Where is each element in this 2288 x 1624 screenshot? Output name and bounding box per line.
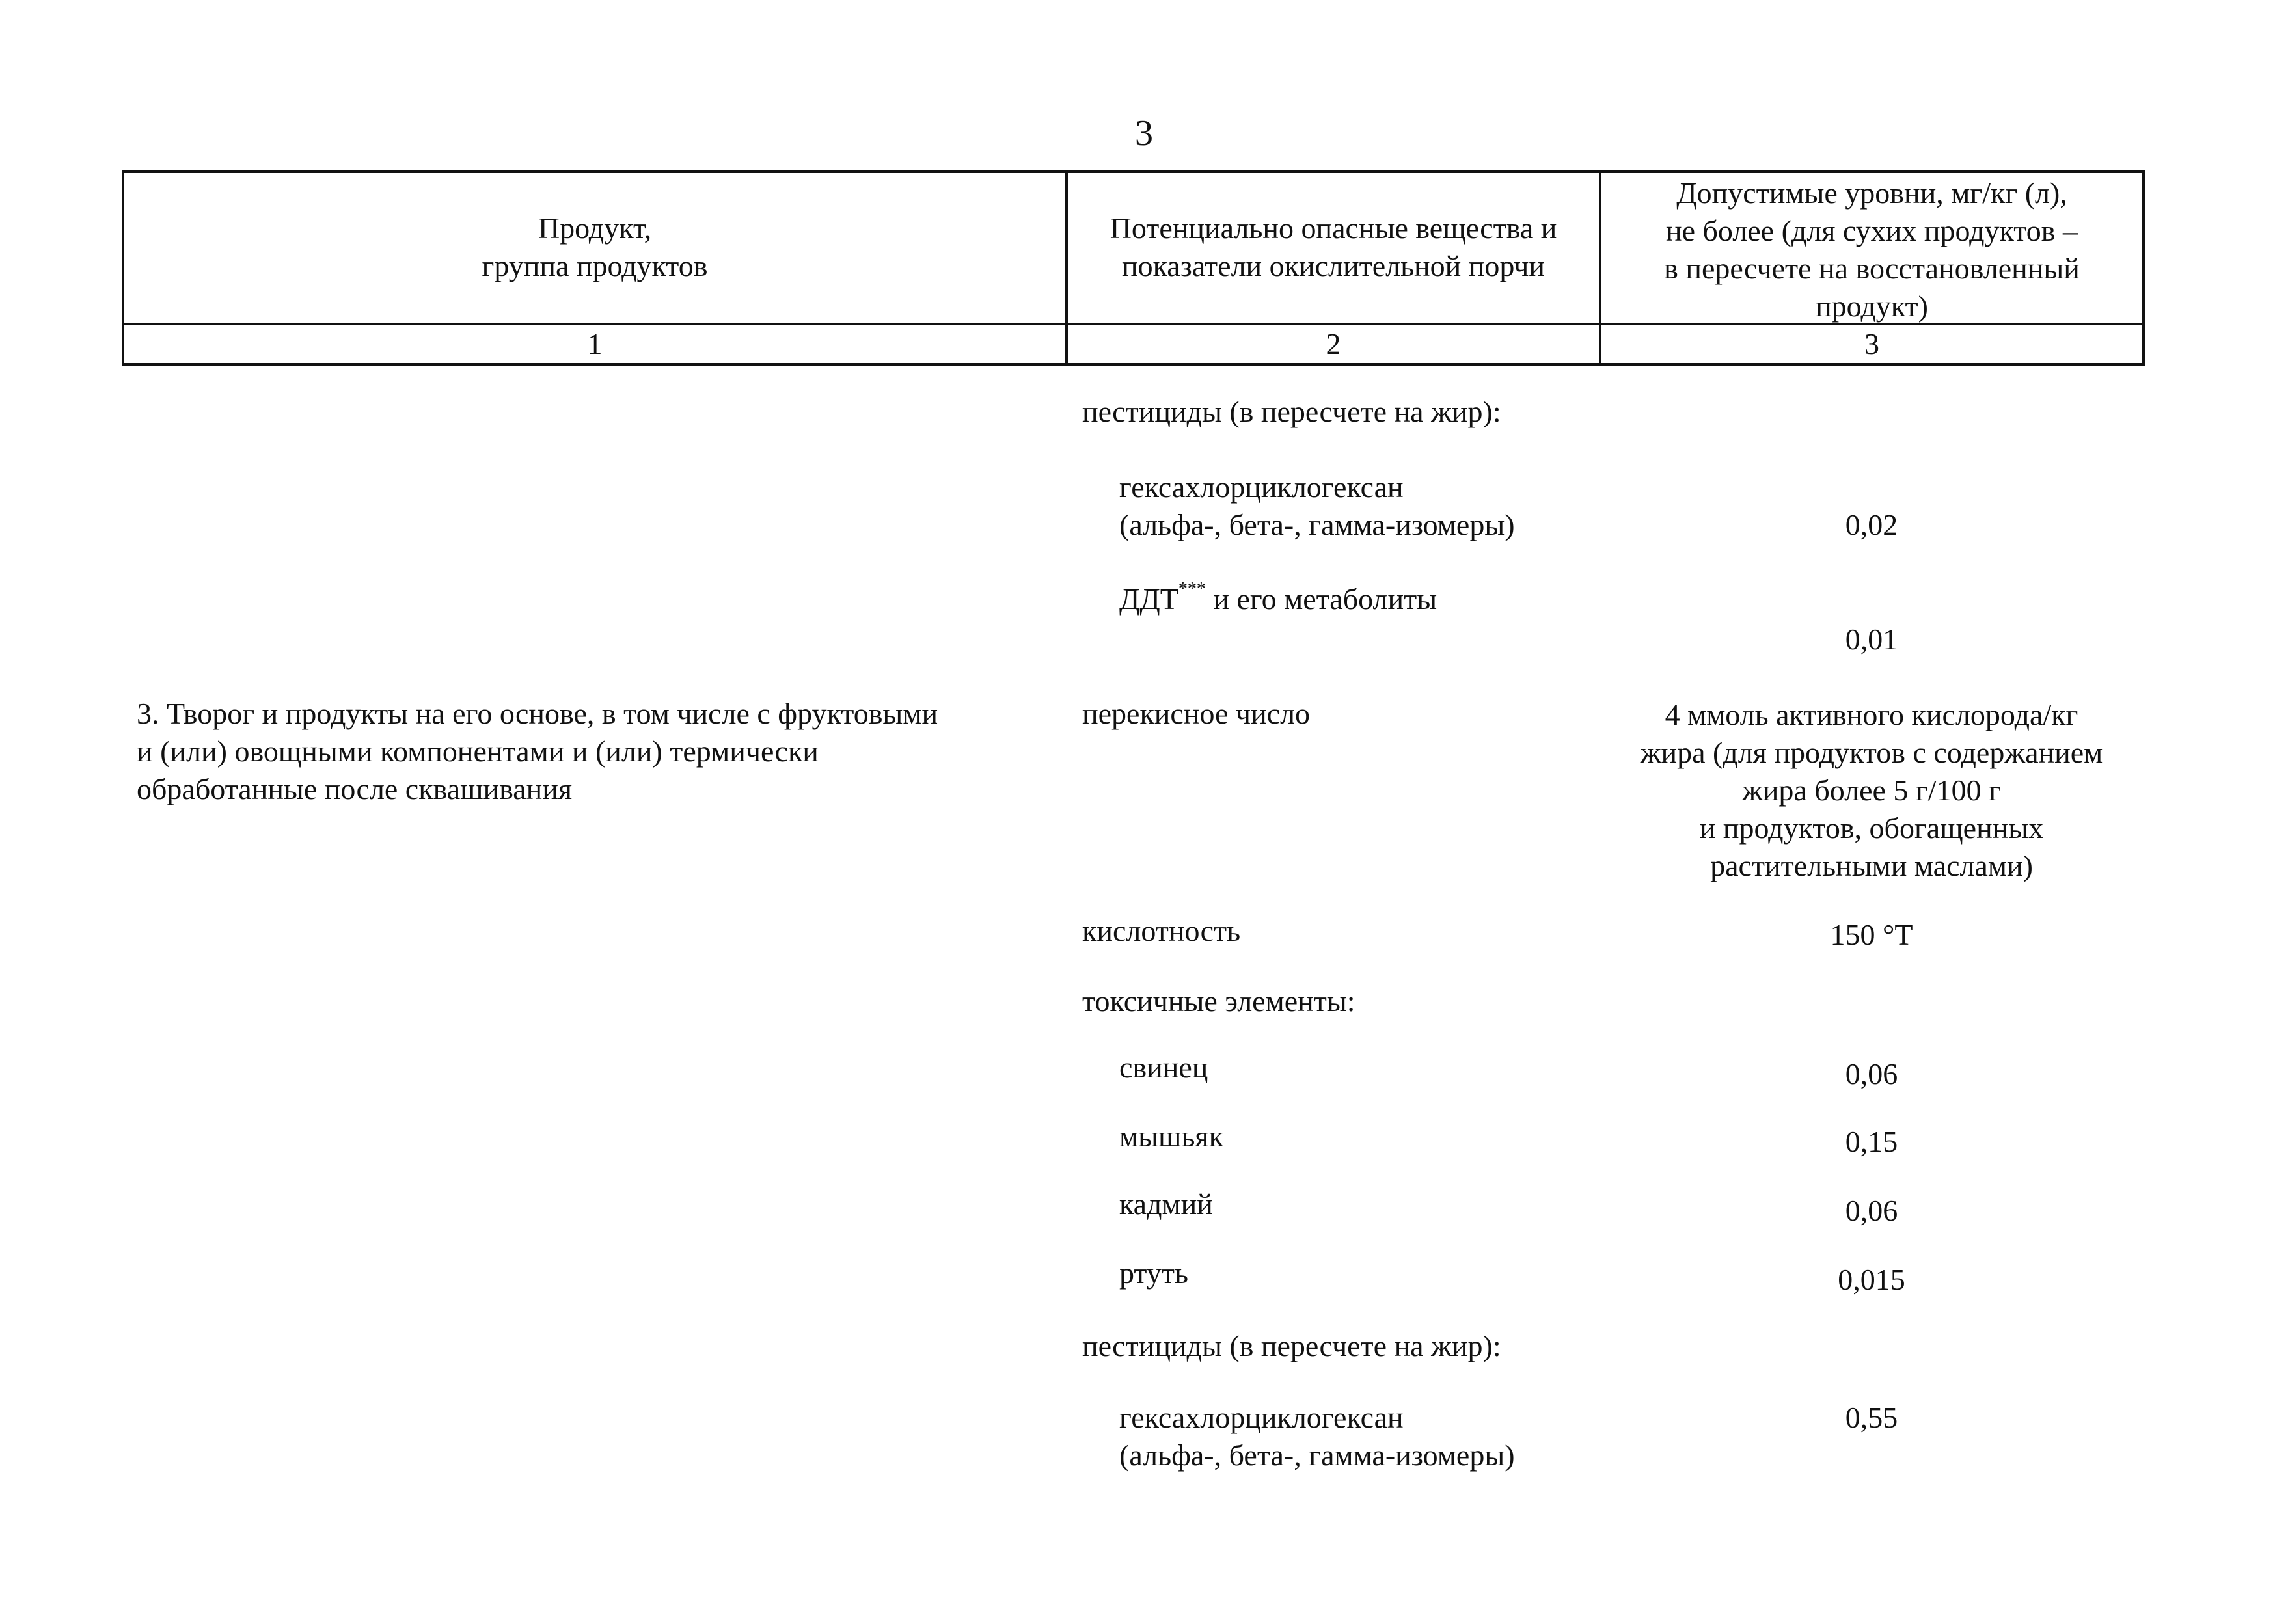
peroxide-label: перекисное число (1082, 697, 1311, 730)
cadmium-value: 0,06 (1845, 1194, 1898, 1227)
header-substances: Потенциально опасные вещества и показатели окислительной порчи (1110, 211, 1557, 282)
column-number-3: 3 (1864, 327, 1879, 360)
ddt-value: 0,01 (1845, 623, 1898, 656)
arsenic-value: 0,15 (1845, 1125, 1898, 1158)
pesticides-label-2: пестициды (в пересчете на жир): (1082, 1329, 1501, 1362)
cadmium-label: кадмий (1119, 1187, 1213, 1221)
lead-label: свинец (1119, 1051, 1208, 1084)
table-right-border (2142, 170, 2145, 366)
hch-value-2: 0,55 (1845, 1401, 1898, 1434)
hch-label-2: гексахлорциклогексан (альфа-, бета-, гамма-изомеры) (1119, 1401, 1515, 1472)
ddt-label (1119, 580, 1437, 618)
lead-value: 0,06 (1845, 1057, 1898, 1090)
table-top-border (122, 170, 2145, 173)
ddt-footnote-mark: *** (1178, 578, 1206, 599)
product-3: 3. Творог и продукты на его основе, в том числе с фруктовыми и (или) овощными компонентами и (или) термически обработанные после сквашивания (137, 697, 938, 805)
pesticides-label: пестициды (в пересчете на жир): (1082, 395, 1501, 428)
peroxide-value: 4 ммоль активного кислорода/кг жира (для продуктов с содержанием жира более 5 г/100 г и продуктов, обогащенных растительными маслами) (1640, 698, 2103, 882)
table-header (122, 170, 2145, 364)
mercury-label: ртуть (1119, 1256, 1188, 1290)
header-levels: Допустимые уровни, мг/кг (л), не более (для сухих продуктов – в пересчете на восстановленный продукт) (1664, 176, 2080, 323)
toxic-elements-label: токсичные элементы: (1082, 984, 1355, 1018)
acidity-value: 150 °Т (1830, 918, 1913, 951)
header-product: Продукт, группа продуктов (482, 211, 708, 282)
arsenic-label: мышьяк (1119, 1120, 1223, 1153)
column-number-1: 1 (587, 327, 603, 360)
table-bottom-border (122, 363, 2145, 366)
ddt-rest: и его метаболиты (1205, 582, 1437, 616)
page-number: 3 (1135, 113, 1153, 154)
hch-label: гексахлорциклогексан (альфа-, бета-, гамма-изомеры) (1119, 470, 1515, 541)
mercury-value: 0,015 (1838, 1263, 1905, 1296)
ddt-name: ДДТ (1119, 582, 1178, 616)
hch-value: 0,02 (1845, 508, 1898, 541)
acidity-label: кислотность (1082, 914, 1241, 947)
column-number-2: 2 (1326, 327, 1341, 360)
